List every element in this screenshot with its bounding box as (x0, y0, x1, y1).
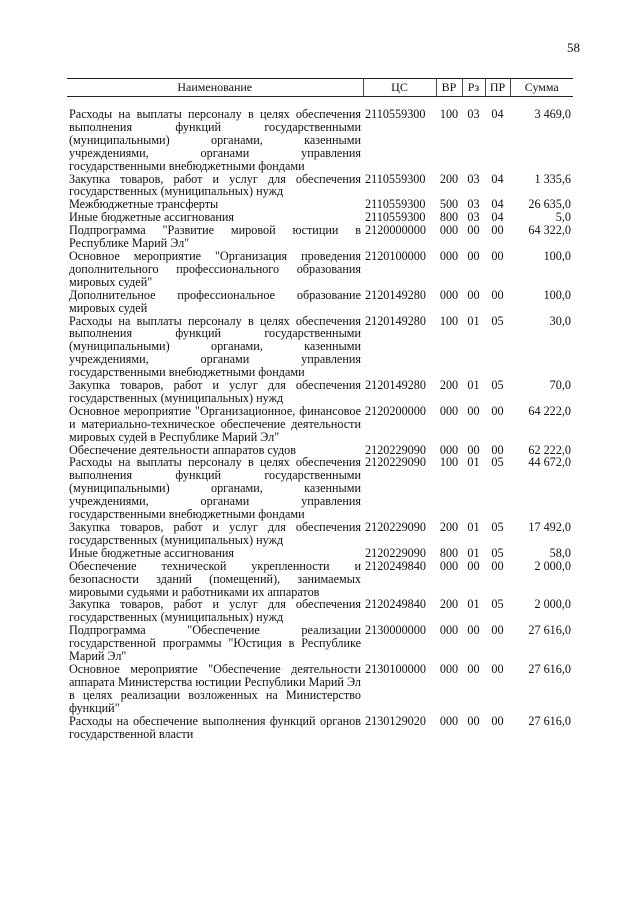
cell-pr: 00 (491, 248, 504, 263)
cell-cs: 2120149280 (365, 287, 426, 302)
cell-sum: 100,0 (543, 287, 571, 302)
cell-cs: 2120229090 (365, 520, 426, 534)
cell-vr: 000 (439, 623, 459, 638)
cell-pr: 00 (491, 223, 504, 238)
cell-rz: 01 (467, 455, 480, 470)
cell-rz: 03 (467, 197, 480, 212)
cell-pr: 00 (491, 558, 504, 573)
header-sum: Сумма (510, 79, 573, 97)
cell-vr: 000 (439, 558, 459, 573)
cell-sum: 27 616,0 (528, 713, 571, 728)
cell-sum: 3 469,0 (534, 107, 571, 121)
cell-pr: 00 (491, 287, 504, 302)
cell-rz: 01 (467, 313, 480, 328)
cell-name: Дополнительное профессиональное образование мировых судей (69, 287, 361, 315)
table-row (67, 224, 573, 250)
cell-pr: 04 (491, 210, 504, 225)
table-row (67, 250, 573, 289)
cell-pr: 00 (491, 442, 504, 457)
table-row (67, 379, 573, 405)
cell-name: Закупка товаров, работ и услуг для обеспечения государственных (муниципальных) нужд (69, 378, 361, 405)
cell-name: Расходы на выплаты персоналу в целях обеспечения выполнения функций государственными (муниципальными) органами, казенными учреждениями, органами управления государственными внебюджетными фондами (69, 313, 361, 380)
cell-pr: 00 (491, 713, 504, 728)
cell-cs: 2110559300 (365, 107, 426, 121)
cell-cs: 2110559300 (365, 197, 426, 212)
cell-pr: 05 (491, 520, 504, 534)
cell-rz: 00 (467, 713, 480, 728)
cell-cs: 2120100000 (365, 248, 426, 263)
cell-name: Межбюджетные трансферты (69, 197, 219, 212)
cell-vr: 200 (439, 597, 459, 612)
table-row (67, 456, 573, 521)
cell-rz: 03 (467, 107, 480, 121)
cell-sum: 17 492,0 (528, 520, 571, 534)
cell-pr: 04 (491, 107, 504, 121)
cell-name: Закупка товаров, работ и услуг для обеспечения государственных (муниципальных) нужд (69, 520, 361, 547)
table-row (67, 663, 573, 715)
cell-name: Основное мероприятие "Организационное, финансовое и материально-техническое обеспечение деятельности мировых судей в Республике Марий Эл" (69, 403, 361, 444)
cell-pr: 05 (491, 545, 504, 560)
header-cs: ЦС (363, 79, 436, 97)
cell-pr: 00 (491, 623, 504, 638)
cell-sum: 2 000,0 (534, 597, 571, 612)
cell-cs: 2130100000 (365, 661, 426, 676)
header-rz: Рз (462, 79, 485, 97)
cell-rz: 01 (467, 597, 480, 612)
table-row (67, 315, 573, 380)
cell-cs: 2120229090 (365, 442, 426, 457)
cell-vr: 200 (439, 520, 459, 534)
cell-sum: 62 222,0 (528, 442, 571, 457)
cell-pr: 04 (491, 171, 504, 186)
cell-vr: 000 (439, 442, 459, 457)
cell-pr: 05 (491, 455, 504, 470)
cell-rz: 00 (467, 442, 480, 457)
cell-rz: 00 (467, 287, 480, 302)
cell-cs: 2120249840 (365, 597, 426, 612)
header-vr: ВР (436, 79, 462, 97)
cell-name: Закупка товаров, работ и услуг для обеспечения государственных (муниципальных) нужд (69, 171, 361, 199)
cell-sum: 64 322,0 (528, 223, 571, 238)
cell-sum: 5,0 (555, 210, 571, 225)
table-row (67, 97, 573, 173)
cell-vr: 100 (439, 455, 459, 470)
cell-name: Обеспечение деятельности аппаратов судов (69, 442, 297, 457)
cell-sum: 58,0 (549, 545, 571, 560)
cell-name: Иные бюджетные ассигнования (69, 545, 235, 560)
cell-name: Иные бюджетные ассигнования (69, 210, 235, 225)
cell-name: Обеспечение технической укрепленности и безопасности зданий (помещений), занимаемых мировыми судьями и работниками их аппаратов (69, 558, 361, 599)
cell-rz: 00 (467, 223, 480, 238)
cell-rz: 00 (467, 558, 480, 573)
cell-rz: 01 (467, 545, 480, 560)
cell-sum: 26 635,0 (528, 197, 571, 212)
cell-name: Расходы на обеспечение выполнения функций органов государственной власти (69, 713, 361, 741)
table-row (67, 405, 573, 444)
cell-sum: 2 000,0 (534, 558, 571, 573)
cell-name: Закупка товаров, работ и услуг для обеспечения государственных (муниципальных) нужд (69, 597, 361, 625)
cell-cs: 2120200000 (365, 403, 426, 418)
cell-vr: 800 (439, 210, 459, 225)
cell-rz: 01 (467, 520, 480, 534)
table-header-row (67, 79, 573, 97)
cell-vr: 000 (439, 223, 459, 238)
cell-vr: 200 (439, 171, 459, 186)
cell-sum: 27 616,0 (528, 623, 571, 638)
cell-cs: 2120229090 (365, 545, 426, 560)
cell-name: Расходы на выплаты персоналу в целях обеспечения выполнения функций государственными (муниципальными) органами, казенными учреждениями, органами управления государственными внебюджетными фондами (69, 455, 361, 522)
cell-sum: 30,0 (549, 313, 571, 328)
cell-rz: 00 (467, 661, 480, 676)
cell-sum: 70,0 (549, 378, 571, 393)
budget-table (67, 78, 573, 740)
page-number: 58 (567, 40, 580, 55)
cell-rz: 00 (467, 403, 480, 418)
cell-name: Основное мероприятие "Обеспечение деятельности аппарата Министерства юстиции Республики Марий Эл в целях реализации возложенных на Министерство функций" (69, 661, 361, 715)
cell-sum: 27 616,0 (528, 661, 571, 676)
cell-vr: 000 (439, 403, 459, 418)
cell-vr: 100 (439, 107, 459, 121)
table-row (67, 715, 573, 741)
cell-vr: 800 (439, 545, 459, 560)
cell-pr: 04 (491, 197, 504, 212)
cell-sum: 64 222,0 (528, 403, 571, 418)
cell-rz: 03 (467, 210, 480, 225)
table-row (67, 521, 573, 547)
cell-vr: 100 (439, 313, 459, 328)
cell-vr: 500 (439, 197, 459, 212)
cell-cs: 2110559300 (365, 171, 426, 186)
cell-pr: 05 (491, 378, 504, 393)
cell-cs: 2120249840 (365, 558, 426, 573)
cell-vr: 000 (439, 713, 459, 728)
cell-cs: 2130129020 (365, 713, 426, 728)
table-row (67, 598, 573, 624)
cell-vr: 200 (439, 378, 459, 393)
cell-vr: 000 (439, 661, 459, 676)
cell-rz: 00 (467, 248, 480, 263)
cell-sum: 1 335,6 (534, 171, 571, 186)
cell-cs: 2120149280 (365, 378, 426, 393)
cell-cs: 2130000000 (365, 623, 426, 638)
cell-sum: 44 672,0 (528, 455, 571, 470)
cell-rz: 01 (467, 378, 480, 393)
cell-name: Расходы на выплаты персоналу в целях обеспечения выполнения функций государственными (муниципальными) органами, казенными учреждениями, органами управления государственными внебюджетными фондами (69, 107, 361, 173)
cell-vr: 000 (439, 287, 459, 302)
cell-pr: 00 (491, 661, 504, 676)
cell-rz: 00 (467, 623, 480, 638)
cell-pr: 05 (491, 313, 504, 328)
table-row (67, 289, 573, 315)
cell-name: Основное мероприятие "Организация проведения дополнительного профессионального образования мировых судей" (69, 248, 361, 289)
cell-rz: 03 (467, 171, 480, 186)
cell-cs: 2120000000 (365, 223, 426, 238)
header-pr: ПР (485, 79, 510, 97)
table-row (67, 547, 573, 560)
cell-sum: 100,0 (543, 248, 571, 263)
table-row (67, 173, 573, 199)
cell-vr: 000 (439, 248, 459, 263)
header-name: Наименование (67, 79, 363, 97)
table-body (67, 97, 573, 741)
cell-pr: 05 (491, 597, 504, 612)
table-row (67, 624, 573, 663)
cell-name: Подпрограмма "Развитие мировой юстиции в Республике Марий Эл" (69, 223, 361, 251)
cell-cs: 2120149280 (365, 313, 426, 328)
cell-cs: 2120229090 (365, 455, 426, 470)
table-row (67, 560, 573, 599)
cell-name: Подпрограмма "Обеспечение реализации государственной программы "Юстиция в Республике Марий Эл" (69, 623, 361, 664)
cell-pr: 00 (491, 403, 504, 418)
cell-cs: 2110559300 (365, 210, 426, 225)
